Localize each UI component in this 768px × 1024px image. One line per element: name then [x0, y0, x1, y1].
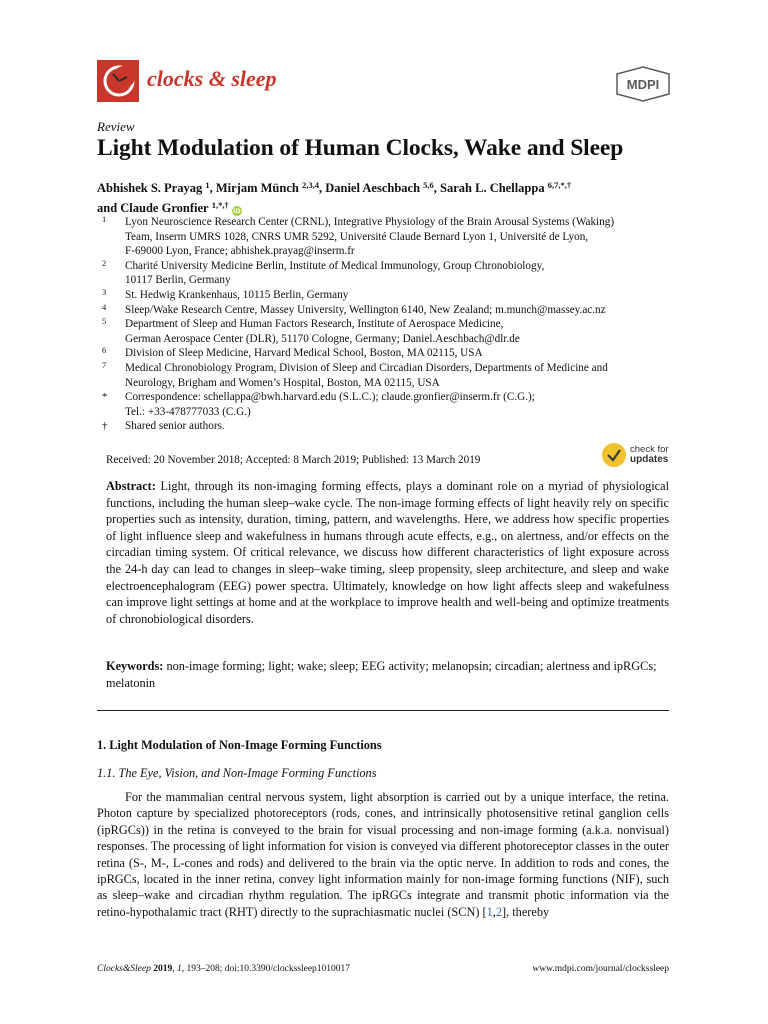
author-name[interactable]: Daniel Aeschbach [325, 181, 421, 195]
affiliation-line: Neurology, Brigham and Women’s Hospital, Boston, MA 02115, USA [125, 376, 440, 389]
body-paragraph [97, 789, 669, 920]
author-separator: , [433, 181, 441, 195]
affiliation-line: F-69000 Lyon, France; abhishek.prayag@inserm.fr [125, 245, 355, 258]
abstract-label: Abstract: [106, 479, 156, 493]
paragraph-text-end: ], thereby [502, 904, 550, 919]
affiliation-item [97, 419, 672, 434]
affiliation-item [97, 361, 672, 390]
affiliation-number: 1 [102, 214, 107, 224]
section-heading: 1. Light Modulation of Non-Image Forming Functions [97, 738, 382, 752]
keywords-text: non-image forming; light; wake; sleep; EEG activity; melanopsin; circadian; alertness and ipRGCs; melatonin [106, 659, 657, 690]
affiliation-number: † [102, 420, 108, 433]
affiliation-line: Team, Inserm UMRS 1028, CNRS UMR 5292, Université Claude Bernard Lyon 1, Université de Lyon, [125, 230, 589, 243]
affiliation-line: German Aerospace Center (DLR), 51170 Cologne, Germany; Daniel.Aeschbach@dlr.de [125, 332, 520, 345]
affiliation-line: Sleep/Wake Research Centre, Massey University, Wellington 6140, New Zealand; m.munch@massey.ac.nz [125, 303, 606, 316]
affiliation-number: 6 [102, 345, 107, 356]
keywords [106, 658, 669, 691]
affiliation-number: 4 [102, 301, 107, 312]
author-name[interactable]: Claude Gronfier [120, 201, 209, 215]
author-name[interactable]: Mirjam Münch [215, 181, 299, 195]
journal-logo-icon [97, 60, 139, 102]
citation-link[interactable]: 2 [495, 904, 503, 919]
affiliation-line: Division of Sleep Medicine, Harvard Medical School, Boston, MA 02115, USA [125, 347, 483, 360]
author-sup: 1 [205, 180, 210, 190]
affiliation-item [97, 317, 672, 346]
footer-volume: 1 [176, 964, 182, 974]
affiliation-item [97, 390, 672, 419]
publication-dates: Received: 20 November 2018; Accepted: 8 March 2019; Published: 13 March 2019 [106, 454, 481, 466]
orcid-icon[interactable]: iD [233, 207, 241, 215]
journal-name: clocks & sleep [147, 66, 277, 91]
publisher-logo-icon [614, 66, 672, 102]
author-separator: , [209, 181, 216, 195]
author-sup: 5,6 [423, 180, 434, 190]
author-separator: and [97, 201, 121, 215]
affiliation-item [97, 288, 672, 303]
affiliation-line: St. Hedwig Krankenhaus, 10115 Berlin, Germany [125, 288, 349, 301]
citation-footer: Clocks&Sleep 2019, 1, 193–208; doi:10.3390/clockssleep1010017 [97, 964, 351, 974]
affiliation-line: Department of Sleep and Human Factors Research, Institute of Aerospace Medicine, [125, 318, 504, 331]
section-divider [97, 710, 669, 711]
check-for-updates-button[interactable] [602, 443, 674, 467]
affiliation-line: Tel.: +33-478777033 (C.G.) [125, 405, 251, 418]
affiliation-list [97, 215, 672, 434]
journal-url-link[interactable]: www.mdpi.com/journal/clockssleep [532, 964, 669, 974]
author-sup: 1,*,† [211, 200, 229, 210]
author-name[interactable]: Sarah L. Chellappa [440, 181, 545, 195]
footer-journal: Clocks&Sleep [97, 964, 151, 974]
subsection-heading: 1.1. The Eye, Vision, and Non-Image Forming Functions [97, 766, 377, 780]
affiliation-item [97, 215, 672, 259]
affiliation-number: 2 [102, 257, 107, 268]
footer-doi: , 193–208; doi:10.3390/clockssleep1010017 [181, 964, 351, 974]
affiliation-line: Lyon Neuroscience Research Center (CRNL), Integrative Physiology of the Brain Arousal Systems (Waking) [125, 216, 615, 228]
abstract-text: Light, through its non-imaging forming effects, plays a dominant role on a myriad of physiological functions, including the human sleep–wake cycle. The non-image forming effects of light heavily rely on specific properties such as intensity, duration, timing, pattern, and wavelengths. Here, we address how specific properties of light influence sleep and wakefulness in humans through acute effects, e.g., on alertness, and/or effects on the circadian timing system. Of critical relevance, we discuss how different characteristics of light exposure across the 24-h day can lead to changes in sleep–wake timing, sleep propensity, sleep architecture, and sleep and wake electroencephalogram (EEG) power spectra. Ultimately, knowledge on how light affects sleep and wakefulness can improve light settings at home and at the workplace to improve health and well-being and optimize treatments of chronobiological disorders. [106, 479, 670, 626]
citation-link[interactable]: 1 [486, 904, 493, 919]
affiliation-line: Charité University Medicine Berlin, Institute of Medical Immunology, Group Chronobiology, [125, 259, 545, 272]
authors-line-2 [97, 197, 669, 217]
article-title: Light Modulation of Human Clocks, Wake and Sleep [97, 135, 624, 161]
affiliation-item [97, 346, 672, 361]
keywords-label: Keywords: [106, 659, 164, 673]
affiliation-number: 3 [102, 286, 107, 297]
affiliation-number: 5 [102, 316, 107, 327]
affiliation-item [97, 303, 672, 318]
affiliation-line: Shared senior authors. [125, 420, 225, 433]
checkmark-icon [604, 445, 624, 465]
check-updates-label-bold: updates [630, 454, 669, 465]
affiliation-number: 7 [102, 359, 107, 370]
paragraph-text: For the mammalian central nervous system, light absorption is carried out by a unique interface, the retina. Photon capture by specialized photoreceptors (rods, cones, and intrinsically photosensitive retinal ganglion cells (ipRGCs)) in the retina is conveyed to the brain for visual processing and non-image forming (a.k.a. nonvisual) responses. The processing of light information for vision is conveyed via different photoreceptor classes in the outer retina (S-, M-, L-cones and rods) and delivered to the brain via the optic nerve. In addition to rods and cones, the ipRGCs, located in the inner retina, convey light information mainly for non-image forming functions (NIF), such as sleep–wake and circadian rhythm regulation. The ipRGCs integrate and transmit photic information via the retino-hypothalamic tract (RHT) directly to the suprachiasmatic nuclei (SCN) [ [97, 790, 669, 919]
abstract [106, 478, 669, 627]
author-list [97, 177, 669, 217]
footer-year: 2019 [153, 964, 173, 974]
authors-line-1 [97, 177, 669, 197]
affiliation-number: * [102, 391, 108, 404]
author-separator: , [318, 181, 326, 195]
author-sup: 2,3,4 [301, 180, 319, 190]
affiliation-line: 10117 Berlin, Germany [125, 274, 231, 287]
citation-separator: , [492, 904, 496, 919]
publisher-name: MDPI [626, 77, 660, 92]
affiliation-line: Medical Chronobiology Program, Division of Sleep and Circadian Disorders, Departments of Medicine and [125, 361, 608, 374]
affiliation-line: Correspondence: schellappa@bwh.harvard.edu (S.L.C.); claude.gronfier@inserm.fr (C.G.); [125, 391, 535, 404]
article-type: Review [97, 119, 135, 134]
author-sup: 6,7,*,† [547, 180, 572, 190]
check-updates-label: check for [630, 444, 669, 455]
paragraph [97, 789, 669, 920]
author-name[interactable]: Abhishek S. Prayag [97, 181, 203, 195]
affiliation-item [97, 259, 672, 288]
